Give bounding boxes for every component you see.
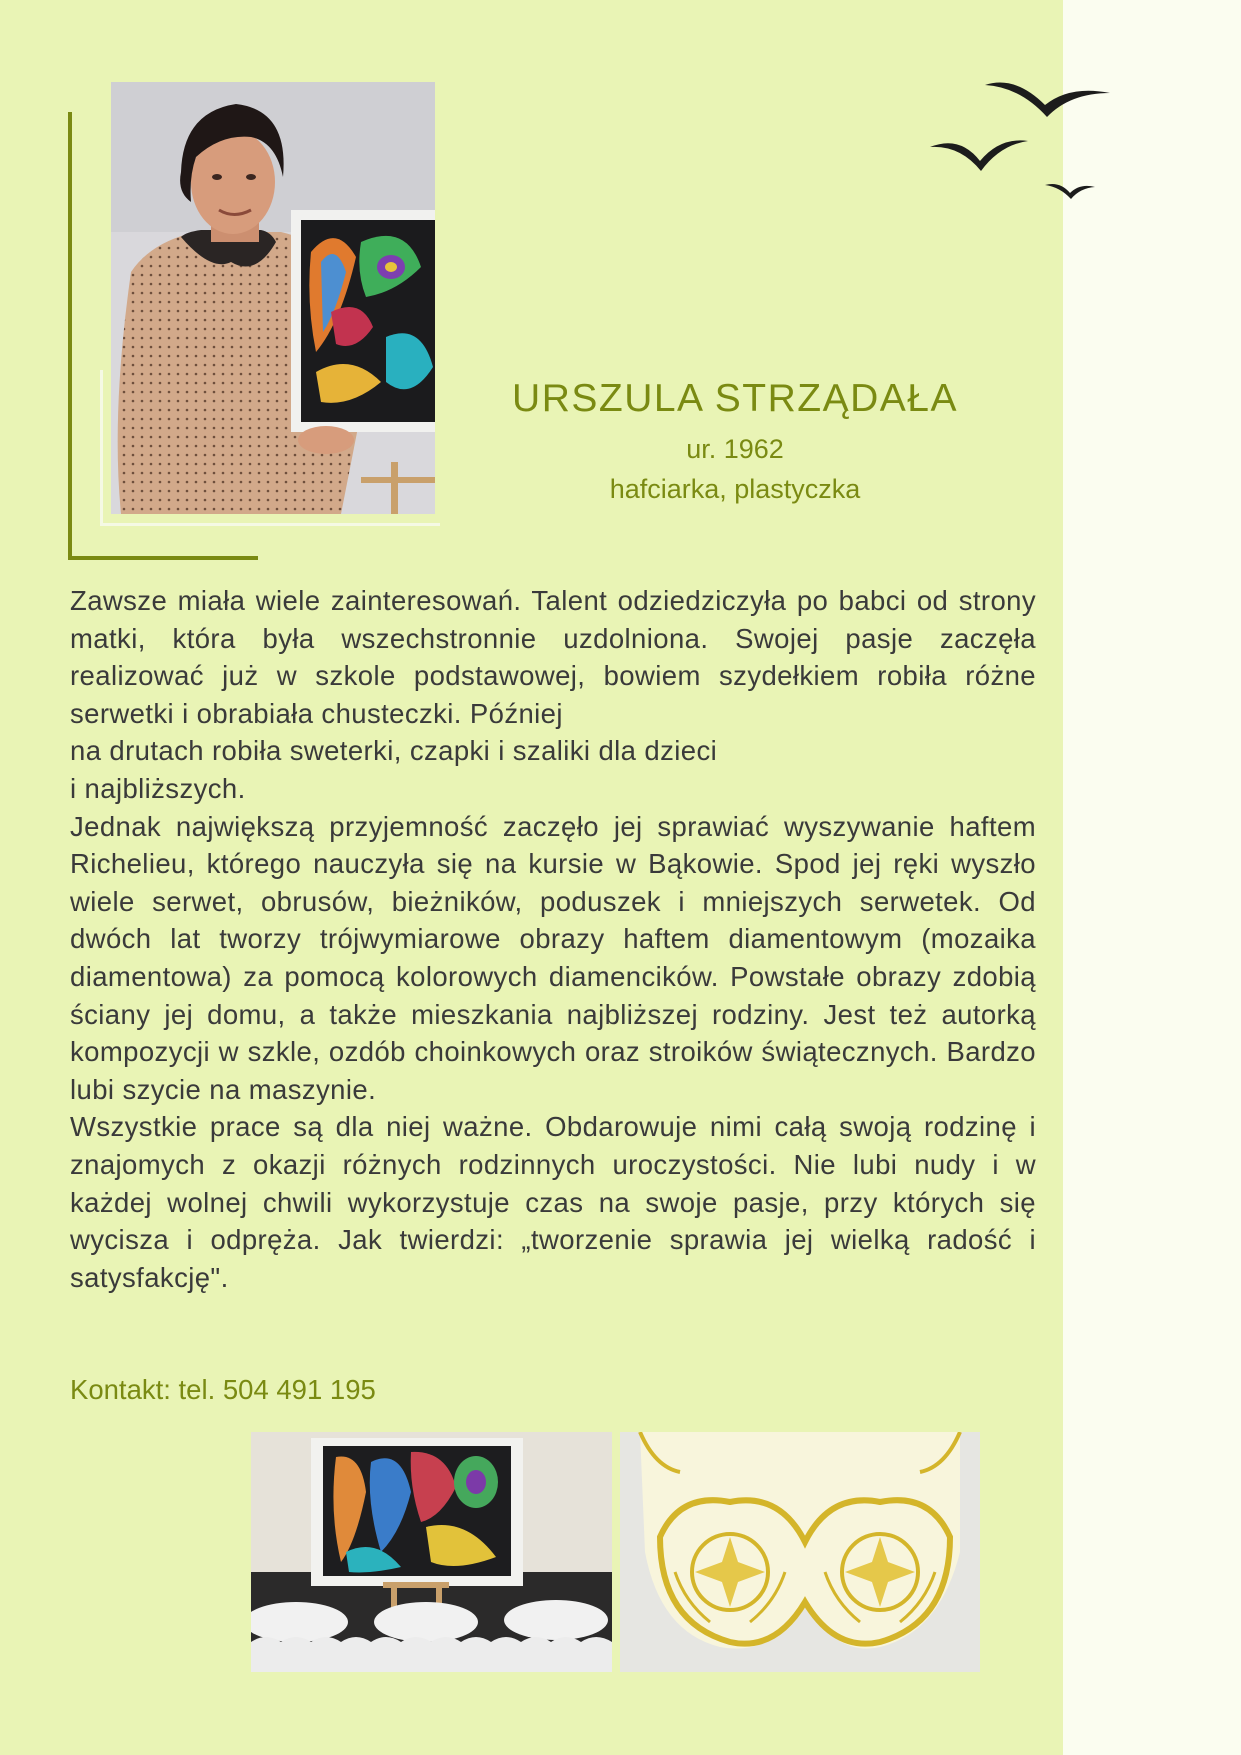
biography xyxy=(70,582,1036,1296)
richelieu-embroidery-photo xyxy=(620,1432,980,1672)
artist-name: URSZULA STRZĄDAŁA xyxy=(512,377,958,420)
birth-year: ur. 1962 xyxy=(686,434,784,464)
right-margin-strip xyxy=(1063,0,1241,1755)
frame-line-light-horizontal xyxy=(100,523,440,526)
profile-header xyxy=(440,375,1030,509)
bio-paragraph-1-end: i najbliższych. xyxy=(70,772,246,804)
birds-silhouette-icon xyxy=(925,75,1125,205)
profession: hafciarka, plastyczka xyxy=(609,474,861,504)
frame-line-horizontal xyxy=(68,556,258,560)
diamond-painting-feathers-photo xyxy=(251,1432,612,1672)
contact-phone: Kontakt: tel. 504 491 195 xyxy=(70,1374,376,1405)
frame-line-light-vertical xyxy=(100,370,103,526)
bio-paragraph-3: Wszystkie prace są dla niej ważne. Obdarowuje nimi całą swoją rodzinę i znajomych z okazji różnych rodzinnych uroczystości. Nie lubi nudy i w każdej wolnej chwili wykorzystuje czas na swoje pasje, przy których się wycisza i odpręża. Jak twierdzi: „tworzenie sprawia jej wielką radość i satysfakcję". xyxy=(70,1111,1036,1293)
frame-line-vertical xyxy=(68,112,72,560)
bio-paragraph-1: Zawsze miała wiele zainteresowań. Talent odziedziczyła po babci od strony matki, która była wszechstronnie uzdolniona. Swojej pasje zaczęła realizować już w szkole podstawowej, bowiem szydełkiem robiła różne serwetki i obrabiała chusteczki. Później xyxy=(70,585,1036,729)
portrait-photo xyxy=(111,82,435,514)
bio-paragraph-2: Jednak największą przyjemność zaczęło jej sprawiać wyszywanie haftem Richelieu, którego nauczyła się na kursie w Bąkowie. Spod jej ręki wyszło wiele serwet, obrusów, bieżników, poduszek i mniejszych serwetek. Od dwóch lat tworzy trójwymiarowe obrazy haftem diamentowym (mozaika diamentowa) za pomocą kolorowych diamencików. Powstałe obrazy zdobią ściany jej domu, a także mieszkania najbliższej rodziny. Jest też autorką kompozycji w szkle, ozdób choinkowych oraz stroików świątecznych. Bardzo lubi szycie na maszynie. xyxy=(70,810,1036,1105)
bio-paragraph-1-line: na drutach robiła sweterki, czapki i szaliki dla dzieci xyxy=(70,735,718,767)
